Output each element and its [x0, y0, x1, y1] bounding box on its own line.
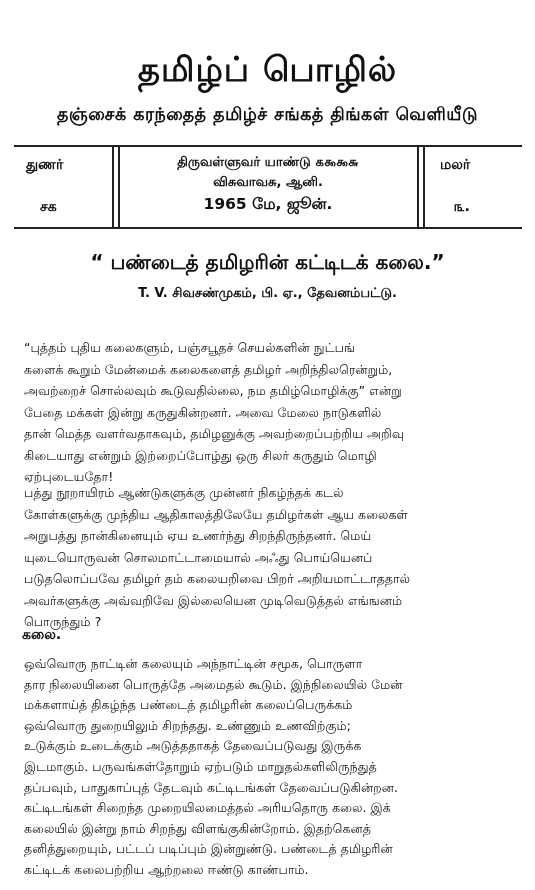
text-line: தார நிலையினை பொருத்தே அமைதல் கூடும். இந்நிலையில் மேன்: [24, 676, 403, 692]
issue-info-box: [14, 145, 522, 229]
text-line: ஒவ்வொரு நாட்டின் கலையும் அந்நாட்டின் சமூக, பொருளா: [24, 656, 363, 671]
text-line: அவற்றைச் சொல்லவும் கூடுவதில்லை, நம தமிழ்மொழிக்கு” என்று: [24, 383, 402, 398]
paragraph-1: [24, 337, 516, 488]
divider: [112, 147, 114, 227]
text-line: தப்பவும், பாதுகாப்புத் தேடவும் கட்டிடங்கள் தேவைப்படுகின்றன.: [24, 779, 398, 795]
article-byline: T. V. சிவசண்முகம், பி. ஏ., தேவனம்பட்டு.: [138, 286, 397, 301]
text-line: கலையில் இன்று நாம் சிறந்து விளங்குகின்றோம். இதற்கெனத்: [24, 820, 371, 836]
divider: [118, 147, 120, 227]
text-line: கிடையாது என்றும் இற்றைப்போழ்து ஒரு சிலர் கருதும் மொழி: [24, 447, 377, 463]
text-line: ஒவ்வொரு துறையிலும் சிறந்தது. உண்ணும் உணவிற்கும்;: [24, 717, 351, 733]
issue-date-block: [122, 153, 414, 216]
paragraph-3: [24, 654, 516, 881]
text-line: மக்களாய்த் திகழ்ந்த பண்டைத் தமிழரின் கலைப்பெருக்கம்: [24, 697, 353, 713]
text-line: யுடையொருவன் சொலமாட்டாமையால் அஃது பொய்யெனப்: [24, 549, 373, 565]
text-line: இடமாகும். பருவங்கள்தோறும் ஏற்படும் மாறுதல்களிலிருந்துத்: [24, 758, 377, 774]
text-line: கோள்களுக்கு முந்திய ஆதிகாலத்திலேயே தமிழர்கள் ஆய கலைகள்: [24, 506, 408, 522]
magazine-subtitle: தஞ்சைக் கரந்தைத் தமிழ்ச் சங்கத் திங்கள் வெளியீடு: [57, 105, 478, 125]
article-title: “ பண்டைத் தமிழரின் கட்டிடக் கலை.”: [90, 250, 445, 274]
text-line: படுதலொப்பவே தமிழர் தம் கலையறிவை பிறர் அறியமாட்டாததால்: [24, 571, 411, 586]
issue-value: ௩.: [454, 199, 470, 215]
text-line: அவர்களுக்கு அவ்வறிவே இல்லையென முடிவெடுத்தல் எங்ஙனம்: [24, 592, 403, 608]
text-line: கட்டிடக் கலைபற்றிய ஆற்றலை ஈண்டு காண்பாம்.: [24, 861, 309, 877]
section-heading: கலை.: [22, 627, 62, 643]
volume-value: சக: [40, 199, 57, 215]
text-line: களைக் கூறும் மேன்மைக் கலைகளைத் தமிழர் அறிந்திலரென்றும்,: [24, 361, 393, 377]
text-line: பேதை மக்கள் இன்று கருதுகின்றனர். அவை மேலை நாடுகளில்: [24, 404, 382, 420]
text-line: உடுக்கும் உடைக்கும் அடுத்ததாகத் தேவைப்படுவது இருக்க: [24, 738, 362, 754]
text-line: கட்டிடங்கள் சிறைந்த முறையிலமைத்தல் அரியதொரு கலை. இக்: [24, 800, 391, 816]
issue-date: 1965 மே, ஜூன்.: [203, 195, 333, 213]
text-line: தான் மெத்த வளர்வதாகவும், தமிழனுக்கு அவற்றைப்பற்றிய அறிவு: [24, 426, 404, 441]
text-line: ஏற்புடையதோ!: [24, 469, 114, 484]
magazine-title: தமிழ்ப் பொழில்: [137, 50, 398, 90]
issue-label: மலர்: [440, 157, 471, 173]
paragraph-2: [24, 482, 516, 633]
divider: [423, 147, 425, 227]
volume-label: துணர்: [26, 157, 64, 173]
divider: [417, 147, 419, 227]
text-line: பொருந்தும் ?: [24, 614, 102, 629]
tamil-year: திருவள்ளுவர் யாண்டு ௧௯௯௬: [177, 155, 359, 170]
text-line: “புத்தம் புதிய கலைகளும், பஞ்சபூதச் செயல்களின் நுட்பங்: [24, 340, 356, 355]
text-line: பத்து நூறாயிரம் ஆண்டுகளுக்கு முன்னர் நிகழ்ந்தக் கடல்: [24, 485, 344, 500]
text-line: அறுபத்து நான்கினையும் ஏய உணர்ந்து சிறந்திருந்தனர். மெய்: [24, 528, 372, 543]
tamil-month: விசுவாவசு, ஆனி.: [213, 175, 323, 190]
text-line: தனித்துறையும், பட்டப் படிப்பும் இன்றுண்டு. பண்டைத் தமிழரின்: [24, 841, 393, 857]
